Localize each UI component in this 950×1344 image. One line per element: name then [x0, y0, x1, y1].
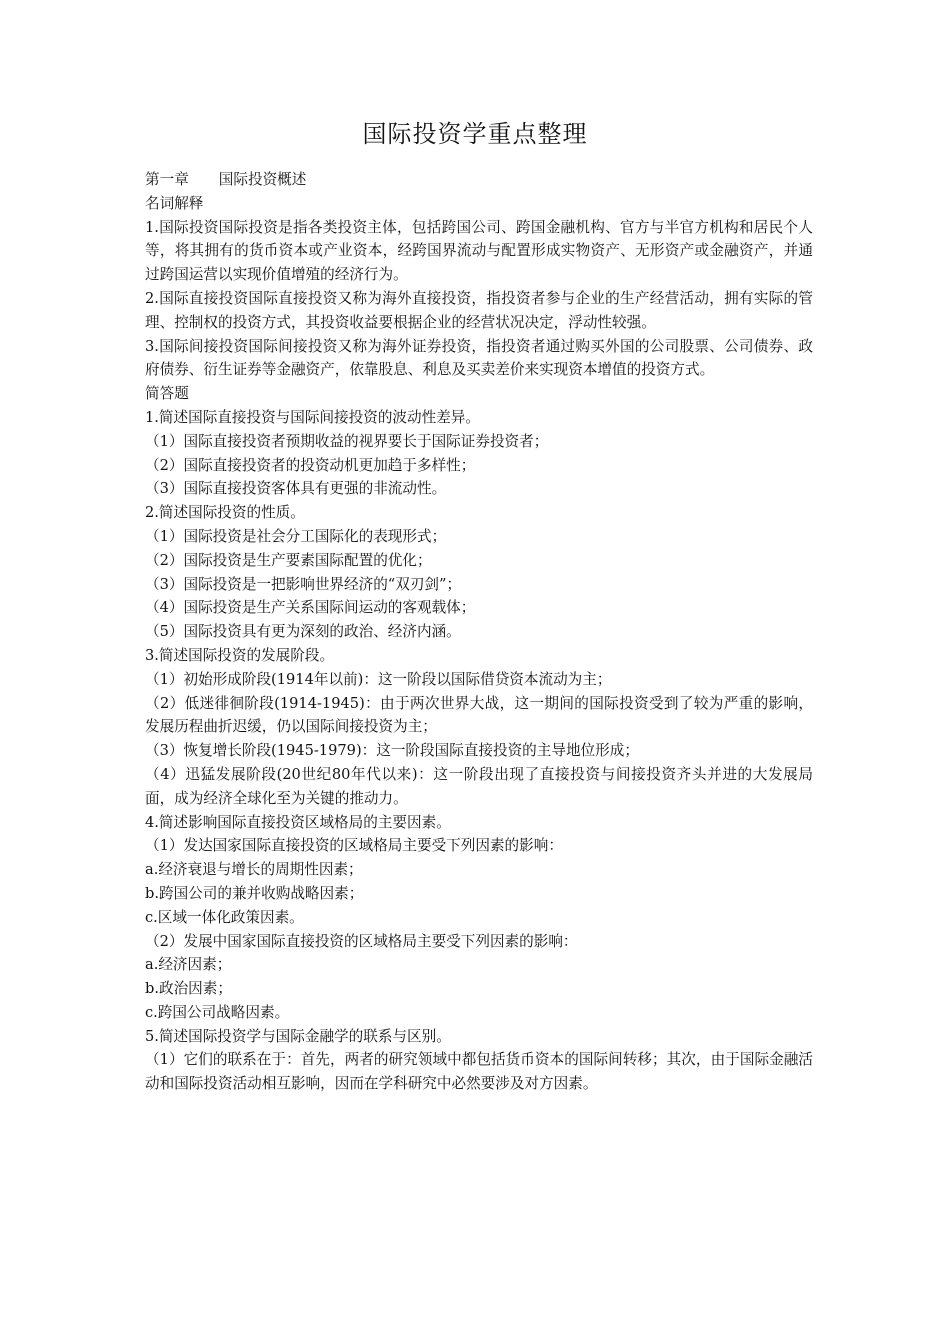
answer-item: （3）恢复增长阶段(1945-1979)：这一阶段国际直接投资的主导地位形成；: [145, 742, 639, 760]
answer-item: （3）国际直接投资客体具有更强的非流动性。: [145, 480, 447, 498]
answer-item: （1）国际投资是社会分工国际化的表现形式；: [145, 527, 447, 545]
answer-item: （1）发达国家国际直接投资的区域格局主要受下列因素的影响：: [145, 837, 563, 855]
document-body: [145, 168, 813, 1096]
answer-item: （2）国际投资是生产要素国际配置的优化；: [145, 551, 432, 569]
answer-item: （2）低迷徘徊阶段(1914-1945)：由于两次世界大战，这一期间的国际投资受到了较为严重的影响，发展历程曲折迟缓，仍以国际间接投资为主；: [145, 694, 813, 736]
answer-item: （4）迅猛发展阶段(20世纪80年代以来)：这一阶段出现了直接投资与间接投资齐头并进的大发展局面，成为经济全球化至为关键的推动力。: [145, 765, 813, 807]
question-heading: 5.简述国际投资学与国际金融学的联系与区别。: [145, 1027, 451, 1045]
term-definition: 2.国际直接投资国际直接投资又称为海外直接投资，指投资者参与企业的生产经营活动，拥有实际的管理、控制权的投资方式，其投资收益要根据企业的经营状况决定，浮动性较强。: [145, 289, 813, 331]
question-heading: 4.简述影响国际直接投资区域格局的主要因素。: [145, 813, 451, 831]
answer-item: （5）国际投资具有更为深刻的政治、经济内涵。: [145, 623, 461, 641]
question-heading: 2.简述国际投资的性质。: [145, 504, 305, 522]
answer-item: （3）国际投资是一把影响世界经济的“双刃剑”；: [145, 575, 462, 593]
answer-subitem: b.跨国公司的兼并收购战略因素；: [145, 884, 364, 902]
answer-subitem: a.经济衰退与增长的周期性因素；: [145, 861, 363, 879]
question-heading: 1.简述国际直接投资与国际间接投资的波动性差异。: [145, 408, 480, 426]
document-title: 国际投资学重点整理: [362, 120, 588, 148]
answer-subitem: b.政治因素；: [145, 980, 232, 998]
section-heading-terms: 名词解释: [145, 194, 204, 212]
answer-item: （1）它们的联系在于：首先，两者的研究领域中都包括货币资本的国际间转移；其次，由于国际金融活动和国际投资活动相互影响，因而在学科研究中必然要涉及对方因素。: [145, 1051, 813, 1093]
question-heading: 3.简述国际投资的发展阶段。: [145, 646, 335, 664]
answer-subitem: c.区域一体化政策因素。: [145, 908, 304, 926]
answer-item: （4）国际投资是生产关系国际间运动的客观载体；: [145, 599, 476, 617]
term-definition: 1.国际投资国际投资是指各类投资主体，包括跨国公司、跨国金融机构、官方与半官方机构和居民个人等，将其拥有的货币资本或产业资本，经跨国界流动与配置形成实物资产、无形资产或金融资产，并通过跨国运营以实现价值增殖的经济行为。: [145, 218, 813, 284]
answer-item: （1）国际直接投资者预期收益的视界要长于国际证券投资者；: [145, 432, 549, 450]
answer-subitem: c.跨国公司战略因素。: [145, 1003, 290, 1021]
answer-item: （1）初始形成阶段(1914年以前)：这一阶段以国际借贷资本流动为主；: [145, 670, 612, 688]
answer-item: （2）国际直接投资者的投资动机更加趋于多样性；: [145, 456, 476, 474]
term-definition: 3.国际间接投资国际间接投资又称为海外证券投资，指投资者通过购买外国的公司股票、公司债券、政府债券、衍生证券等金融资产，依靠股息、利息及买卖差价来实现资本增值的投资方式。: [145, 337, 813, 379]
chapter-heading: [145, 168, 813, 192]
answer-item: （2）发展中国家国际直接投资的区域格局主要受下列因素的影响：: [145, 932, 578, 950]
section-heading-qa: 简答题: [145, 385, 189, 403]
chapter-name: 国际投资概述: [218, 171, 307, 188]
chapter-label: 第一章: [145, 171, 189, 188]
answer-subitem: a.经济因素；: [145, 956, 232, 974]
